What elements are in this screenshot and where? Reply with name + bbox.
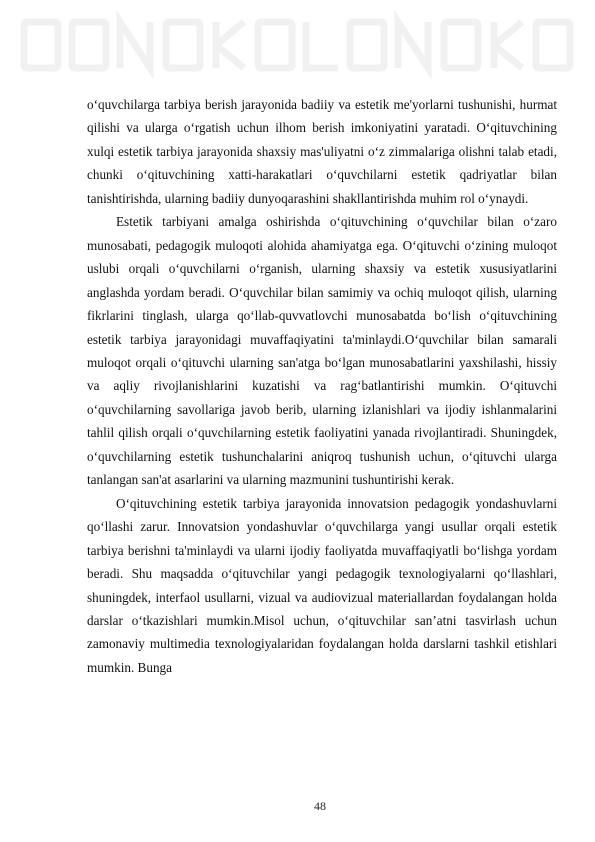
- paragraph-1: o‘quvchilarga tarbiya berish jarayonida badiiy va estetik me'yorlarni tushunishi, hurmat qilishi va ularga o‘rgatish uchun ilhom berish imkoniyatini yaratadi. O‘qituvchining xulqi estetik tarbiya jarayonida shaxsiy mas'uliyatni o‘z zimmalariga olishni talab etadi, chunki o‘qituvchining xatti-harakatlari o‘quvchilarni estetik qadriyatlar bilan tanishtirishda, ularning badiiy dunyoqarashini shakllantirishda muhim rol o‘ynaydi.: [87, 97, 557, 206]
- body-text: [87, 93, 557, 679]
- paragraph-2: Estetik tarbiyani amalga oshirishda o‘qituvchining o‘quvchilar bilan o‘zaro munosabati, pedagogik muloqoti alohida ahamiyatga ega. O‘qituvchi o‘zining muloqot uslubi orqali o‘quvchilarni o‘rganish, ularning shaxsiy va estetik xususiyatlarini anglashda yordam beradi. O‘quvchilar bilan samimiy va ochiq muloqot qilish, ularning fikrlarini tinglash, ularga qo‘llab-quvvatlovchi munosabatda bo‘lish o‘qituvchining estetik tarbiya jarayonidagi muvaffaqiyatini ta'minlaydi.O‘quvchilar bilan samarali muloqot orqali o‘qituvchi ularning san'atga bo‘lgan munosabatlarini yaxshilashi, hissiy va aqliy rivojlanishlarini kuzatishi va rag‘batlantirishi mumkin. O‘qituvchi o‘quvchilarning savollariga javob berib, ularning izlanishlari va ijodiy ishlanmalarini tahlil qilish orqali o‘quvchilarning estetik faoliyatini yanada rivojlantiradi. Shuningdek, o‘quvchilarning estetik tushunchalarini aniqroq tushunish uchun, o‘qituvchi ularga tanlangan san'at asarlarini va ularning mazmunini tushuntirishi kerak.: [87, 214, 557, 488]
- paragraph-3: O‘qituvchining estetik tarbiya jarayonida innovatsion pedagogik yondashuvlarni qo‘llashi zarur. Innovatsion yondashuvlar o‘quvchilarga yangi usullar orqali estetik tarbiya berishni ta'minlaydi va ularni ijodiy faoliyatda muvaffaqiyatli bo‘lishga yordam beradi. Shu maqsadda o‘qituvchilar yangi pedagogik texnologiyalarni qo‘llashlari, shuningdek, interfaol usullarni, vizual va audiovizual materiallardan foydalangan holda darslar o‘tkazishlari mumkin.Misol uchun, o‘qituvchilar san’atni tasvirlash uchun zamonaviy multimedia texnologiyalaridan foydalangan holda darslarni tashkil etishlari mumkin. Bunga: [87, 495, 557, 675]
- page-number: 48: [314, 799, 326, 813]
